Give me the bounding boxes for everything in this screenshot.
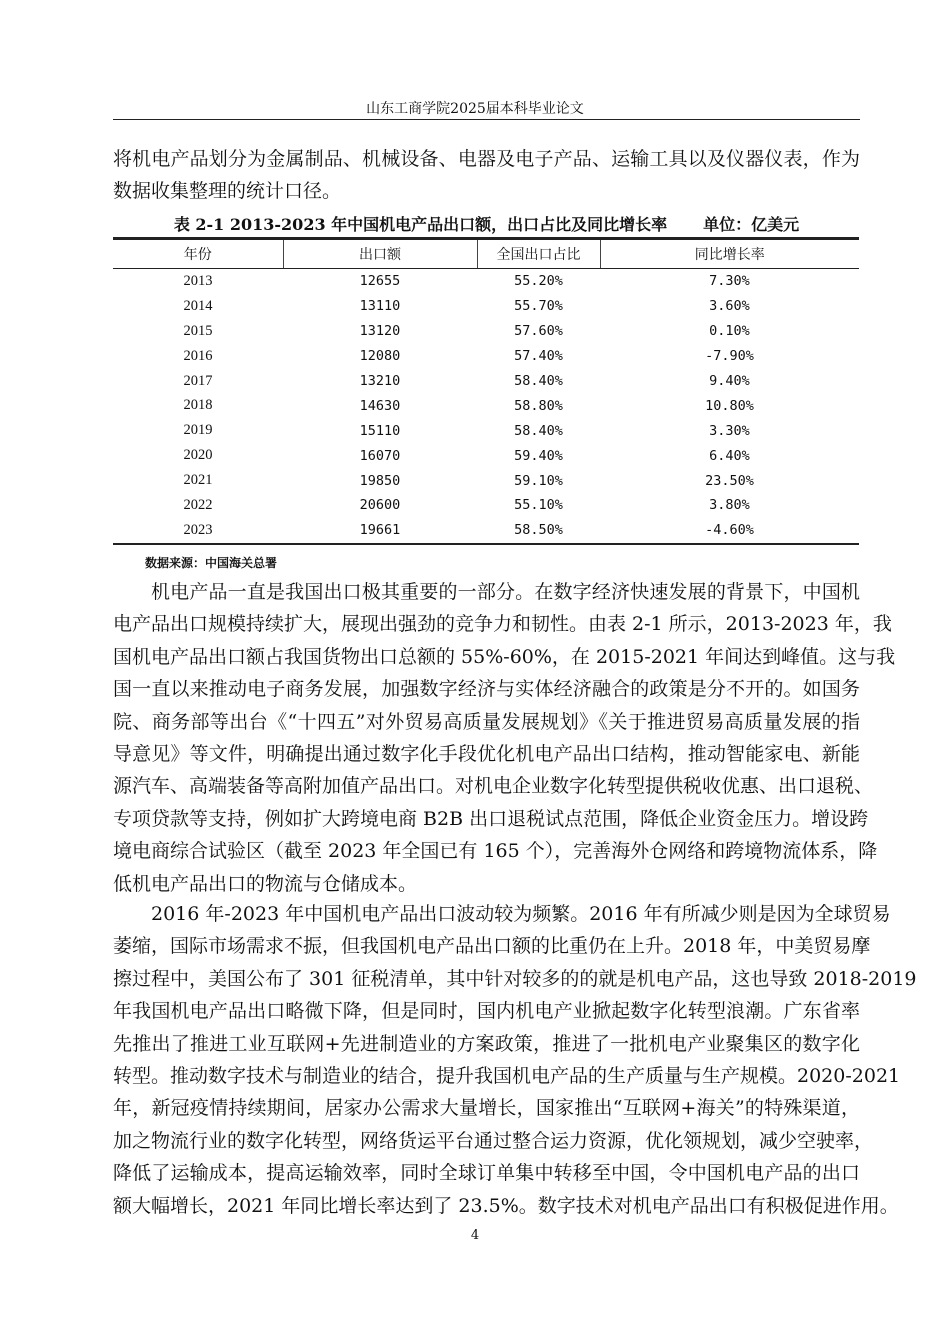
- col-header-export: 出口额: [283, 239, 477, 269]
- cell-year: 2021: [183, 472, 213, 489]
- caption-unit: 单位：亿美元: [703, 215, 800, 234]
- text-line: 电产品出口规模持续扩大，展现出强劲的竞争力和韧性。由表 2-1 所示，2013-2023 年，我: [113, 613, 892, 636]
- cell-year: 2018: [183, 397, 213, 414]
- cell-year: 2014: [183, 297, 213, 314]
- table-row: [113, 319, 859, 344]
- text-line: 低机电产品出口的物流与仓储成本。: [113, 872, 418, 895]
- cell-share: 59.40%: [514, 447, 563, 464]
- cell-growth: 9.40%: [709, 373, 750, 389]
- cell-growth: 3.30%: [709, 422, 750, 439]
- cell-share: 57.60%: [514, 323, 563, 340]
- table-row: [113, 493, 859, 518]
- cell-growth: 23.50%: [705, 472, 754, 489]
- cell-growth: -4.60%: [600, 518, 859, 544]
- page-number: 4: [470, 1228, 480, 1243]
- cell-export: 19850: [359, 472, 401, 489]
- text-line: 先推出了推进工业互联网+先进制造业的方案政策，推进了一批机电产业聚集区的数字化: [113, 1032, 860, 1055]
- text-line: 年我国机电产品出口略微下降，但是同时，国内机电产业掀起数字化转型浪潮。广东省率: [113, 1000, 860, 1023]
- text-line: 降低了运输成本，提高运输效率，同时全球订单集中转移至中国，令中国机电产品的出口: [113, 1162, 860, 1185]
- cell-export: 15110: [359, 422, 401, 439]
- table-row: [113, 443, 859, 468]
- cell-year: 2015: [183, 322, 213, 339]
- cell-share: 58.40%: [514, 373, 563, 389]
- cell-share: 58.80%: [514, 397, 563, 414]
- cell-export: 16070: [359, 447, 401, 464]
- cell-export: 13120: [359, 323, 401, 340]
- cell-export: 20600: [359, 497, 401, 514]
- cell-growth: -7.90%: [705, 348, 754, 365]
- cell-year: 2023: [113, 518, 283, 544]
- table-row: [113, 418, 859, 443]
- cell-growth: 7.30%: [709, 273, 750, 290]
- cell-year: 2013: [183, 272, 213, 289]
- cell-export: 12655: [359, 273, 401, 290]
- cell-year: 2020: [183, 447, 213, 464]
- cell-growth: 3.60%: [709, 298, 750, 315]
- text-line: 机电产品一直是我国出口极其重要的一部分。在数字经济快速发展的背景下，中国机: [151, 581, 860, 603]
- text-line: 国一直以来推动电子商务发展，加强数字经济与实体经济融合的政策是分不开的。如国务: [113, 678, 860, 701]
- col-header-growth: 同比增长率: [600, 239, 859, 269]
- cell-share: 55.20%: [514, 273, 563, 290]
- table-row: [113, 369, 859, 394]
- cell-share: 59.10%: [514, 472, 563, 489]
- col-header-share: 全国出口占比: [477, 239, 600, 269]
- text-line: 额大幅增长，2021 年同比增长率达到了 23.5%。数字技术对机电产品出口有积极促进作用。: [113, 1194, 899, 1217]
- col-header-year: 年份: [113, 239, 283, 269]
- text-line: 数据收集整理的统计口径。: [113, 180, 342, 203]
- table-row: [113, 269, 859, 294]
- caption-title: 表 2-1 2013-2023 年中国机电产品出口额，出口占比及同比增长率: [173, 215, 668, 234]
- text-line: 萎缩，国际市场需求不振，但我国机电产品出口额的比重仍在上升。2018 年，中美贸易摩: [113, 935, 871, 958]
- cell-share: 57.40%: [514, 348, 563, 365]
- cell-share: 55.10%: [514, 497, 563, 514]
- text-line: 2016 年-2023 年中国机电产品出口波动较为频繁。2016 年有所减少则是因为全球贸易: [151, 903, 891, 925]
- header-divider: [113, 119, 860, 120]
- text-line: 源汽车、高端装备等高附加值产品出口。对机电企业数字化转型提供税收优惠、出口退税、: [113, 775, 874, 798]
- text-line: 转型。推动数字技术与制造业的结合，提升我国机电产品的生产质量与生产规模。2020-2021: [113, 1065, 901, 1087]
- cell-export: 19661: [283, 518, 477, 544]
- text-line: 加之物流行业的数字化转型，网络货运平台通过整合运力资源，优化领规划，减少空驶率，: [113, 1129, 874, 1152]
- text-line: 境电商综合试验区（截至 2023 年全国已有 165 个），完善海外仓网络和跨境物流体系，降: [113, 840, 878, 863]
- export-table: [113, 237, 859, 545]
- cell-growth: 0.10%: [709, 323, 750, 340]
- table-row: [113, 393, 859, 418]
- cell-share: 55.70%: [514, 298, 563, 315]
- cell-growth: 6.40%: [709, 447, 750, 464]
- cell-growth: 10.80%: [705, 397, 754, 414]
- cell-export: 12080: [359, 348, 401, 365]
- cell-year: 2016: [183, 347, 213, 364]
- text-line: 导意见》等文件，明确提出通过数字化手段优化机电产品出口结构，推动智能家电、新能: [113, 743, 860, 765]
- table-row: [113, 468, 859, 493]
- text-line: 将机电产品划分为金属制品、机械设备、电器及电子产品、运输工具以及仪器仪表，作为: [113, 148, 860, 170]
- cell-export: 13210: [359, 373, 401, 389]
- table-row: [113, 344, 859, 369]
- cell-share: 58.40%: [514, 422, 563, 439]
- table-caption: [113, 212, 860, 235]
- text-line: 院、商务部等出台《“十四五”对外贸易高质量发展规划》《关于推进贸易高质量发展的指: [113, 710, 860, 733]
- text-line: 擦过程中，美国公布了 301 征税清单，其中针对较多的的就是机电产品，这也导致 2018-2019: [113, 967, 917, 990]
- cell-export: 13110: [359, 298, 401, 315]
- table-row: [113, 518, 859, 544]
- cell-growth: 3.80%: [709, 497, 750, 514]
- cell-share: 58.50%: [477, 518, 600, 544]
- page-header: 山东工商学院2025届本科毕业论文: [366, 101, 584, 117]
- text-line: 专项贷款等支持，例如扩大跨境电商 B2B 出口退税试点范围，降低企业资金压力。增设跨: [113, 807, 869, 830]
- table-source: 数据来源：中国海关总署: [145, 556, 278, 570]
- table-row: [113, 294, 859, 319]
- text-line: 年，新冠疫情持续期间，居家办公需求大量增长，国家推出“互联网+海关”的特殊渠道，: [113, 1097, 860, 1120]
- cell-year: 2017: [183, 372, 213, 389]
- text-line: 国机电产品出口额占我国货物出口总额的 55%-60%，在 2015-2021 年间达到峰值。这与我: [113, 645, 896, 668]
- cell-export: 14630: [359, 397, 401, 414]
- cell-year: 2022: [183, 496, 213, 513]
- cell-year: 2019: [183, 422, 213, 439]
